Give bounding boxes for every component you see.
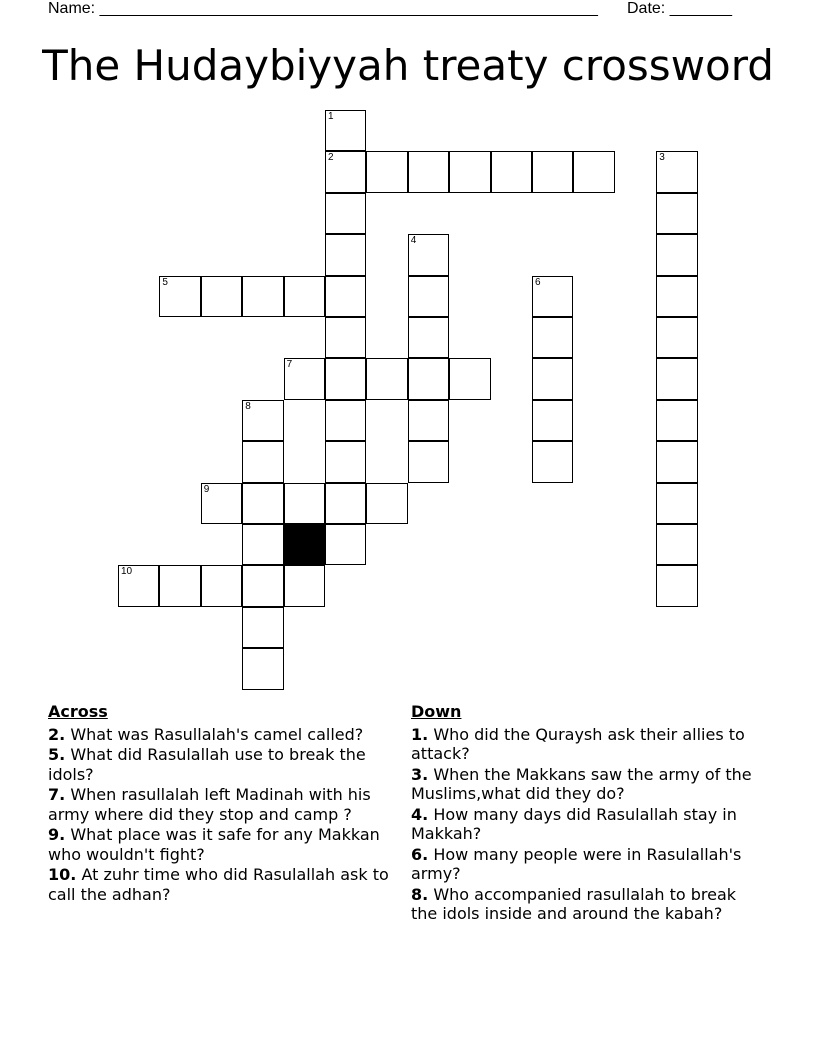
grid-cell[interactable] [118, 565, 159, 606]
grid-cell[interactable] [284, 358, 325, 399]
grid-cell[interactable] [325, 441, 366, 482]
grid-cell[interactable] [532, 317, 573, 358]
clue-text: Who accompanied rasullalah to break the idols inside and around the kabah? [411, 884, 737, 923]
grid-cell[interactable] [201, 565, 242, 606]
clue-item [48, 785, 403, 824]
clue-item [48, 745, 403, 784]
clue-text: When rasullalah left Madinah with his army where did they stop and camp ? [48, 785, 371, 824]
grid-cell[interactable] [242, 607, 283, 648]
clue-item [411, 725, 761, 764]
grid-cell[interactable] [242, 276, 283, 317]
grid-cell[interactable] [366, 483, 407, 524]
name-field[interactable]: Name: ________________________________________________________ [48, 0, 598, 17]
clue-number: 5. [48, 745, 66, 764]
grid-cell[interactable] [532, 358, 573, 399]
grid-cell[interactable] [325, 524, 366, 565]
grid-cell[interactable] [325, 110, 366, 151]
clue-number: 6. [411, 844, 429, 864]
clue-text: How many people were in Rasulallah's army? [411, 844, 742, 883]
page-title: The Hudaybiyyah treaty crossword [42, 41, 774, 90]
grid-cell[interactable] [242, 400, 283, 441]
clue-number: 2. [48, 724, 66, 744]
clue-text: How many days did Rasulallah stay in Makkah? [411, 804, 737, 843]
clue-text: What place was it safe for any Makkan who wouldn't fight? [48, 825, 380, 864]
clue-number: 4. [411, 804, 429, 824]
clue-text: Who did the Quraysh ask their allies to attack? [411, 724, 745, 763]
grid-cell[interactable] [325, 400, 366, 441]
cell-number: 1 [328, 111, 334, 122]
grid-cell[interactable] [201, 483, 242, 524]
grid-cell[interactable] [656, 193, 697, 234]
grid-cell[interactable] [656, 317, 697, 358]
grid-cell[interactable] [656, 151, 697, 192]
clue-number: 7. [48, 785, 66, 804]
grid-cell[interactable] [242, 648, 283, 689]
clue-text: When the Makkans saw the army of the Muslims,what did they do? [411, 764, 752, 803]
grid-cell[interactable] [656, 524, 697, 565]
grid-cell[interactable] [325, 276, 366, 317]
clue-number: 10. [48, 865, 77, 884]
grid-cell[interactable] [325, 151, 366, 192]
grid-cell[interactable] [325, 193, 366, 234]
grid-cell[interactable] [408, 441, 449, 482]
grid-cell[interactable] [449, 151, 490, 192]
grid-cell[interactable] [532, 441, 573, 482]
grid-cell[interactable] [532, 276, 573, 317]
clue-item [411, 765, 761, 804]
grid-cell[interactable] [325, 483, 366, 524]
clue-number: 3. [411, 764, 429, 784]
cell-number: 10 [121, 566, 133, 578]
grid-cell[interactable] [656, 483, 697, 524]
grid-cell[interactable] [491, 151, 532, 192]
date-field[interactable]: Date: _______ [627, 0, 732, 17]
cell-number: 4 [410, 235, 417, 247]
grid-cell[interactable] [325, 234, 366, 275]
grid-cell[interactable] [656, 441, 697, 482]
across-clues [48, 702, 403, 905]
cell-number: 7 [286, 359, 293, 371]
grid-cell[interactable] [408, 276, 449, 317]
grid-cell[interactable] [656, 358, 697, 399]
clue-item [411, 885, 761, 924]
grid-cell[interactable] [656, 276, 697, 317]
grid-cell[interactable] [532, 400, 573, 441]
black-cell [284, 524, 325, 565]
cell-number: 9 [203, 483, 210, 495]
grid-cell[interactable] [242, 441, 283, 482]
grid-cell[interactable] [656, 565, 697, 606]
grid-cell[interactable] [242, 565, 283, 606]
grid-cell[interactable] [284, 276, 325, 317]
clue-item [48, 725, 403, 745]
cell-number: 6 [535, 276, 541, 288]
grid-cell[interactable] [532, 151, 573, 192]
grid-cell[interactable] [366, 151, 407, 192]
grid-cell[interactable] [408, 317, 449, 358]
grid-cell[interactable] [449, 358, 490, 399]
grid-cell[interactable] [366, 358, 407, 399]
cell-number: 3 [659, 152, 665, 164]
grid-cell[interactable] [656, 400, 697, 441]
clue-item [48, 825, 403, 864]
across-heading: Across [48, 702, 108, 721]
cell-number: 2 [328, 152, 334, 164]
clue-item [48, 865, 403, 904]
clue-text: What was Rasullalah's camel called? [70, 724, 364, 744]
grid-cell[interactable] [408, 358, 449, 399]
clue-text: At zuhr time who did Rasulallah ask to call the adhan? [48, 865, 389, 904]
grid-cell[interactable] [159, 565, 200, 606]
grid-cell[interactable] [408, 151, 449, 192]
cell-number: 8 [245, 400, 251, 412]
grid-cell[interactable] [201, 276, 242, 317]
grid-cell[interactable] [408, 234, 449, 275]
grid-cell[interactable] [284, 483, 325, 524]
grid-cell[interactable] [573, 151, 614, 192]
clue-text: What did Rasulallah use to break the idols? [48, 745, 366, 784]
clue-item [411, 805, 761, 844]
clue-item [411, 845, 761, 884]
grid-cell[interactable] [325, 317, 366, 358]
clue-number: 1. [411, 724, 429, 744]
cell-number: 5 [162, 276, 168, 288]
grid-cell[interactable] [242, 524, 283, 565]
down-heading: Down [411, 702, 462, 721]
grid-cell[interactable] [325, 358, 366, 399]
clue-number: 8. [411, 884, 429, 904]
grid-cell[interactable] [159, 276, 200, 317]
grid-cell[interactable] [242, 483, 283, 524]
clue-number: 9. [48, 825, 66, 844]
grid-cell[interactable] [408, 400, 449, 441]
grid-cell[interactable] [284, 565, 325, 606]
down-clues [411, 702, 761, 925]
grid-cell[interactable] [656, 234, 697, 275]
